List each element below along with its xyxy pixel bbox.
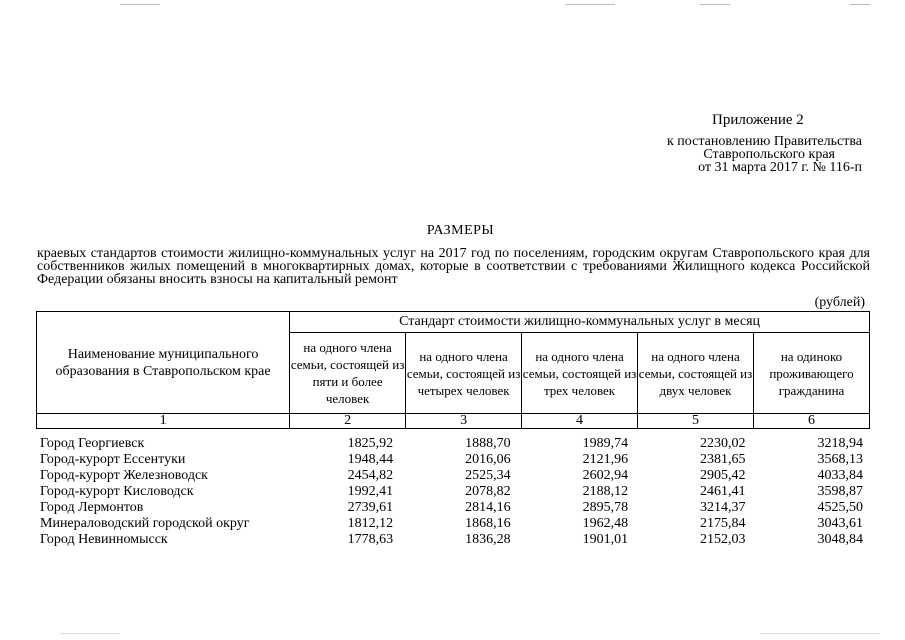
value-cell: 3214,37 [700,500,746,515]
value-cell: 1778,63 [347,532,394,547]
scan-artifact [760,633,880,634]
municipality-name: Город Невинномысск [40,532,168,547]
value-cell: 2016,06 [465,452,511,467]
table-row [36,516,870,532]
municipality-name: Город Лермонтов [40,500,144,515]
column-header-two: на одного члена семьи, состоящей из двух человек [638,333,754,414]
table-row [36,532,870,548]
value-cell: 2078,82 [465,484,511,499]
appendix-title: Приложение 2 [712,112,804,128]
table-row [36,436,870,452]
value-cell: 2230,02 [700,436,746,451]
scan-artifact [565,4,615,5]
column-number: 1 [37,414,290,429]
table-row [36,484,870,500]
standards-table-header [36,311,870,429]
standard-group-header: Стандарт стоимости жилищно-коммунальных услуг в месяц [290,312,870,333]
value-cell: 1989,74 [582,436,629,451]
table-row [36,452,870,468]
value-cell: 2152,03 [700,532,746,547]
table-row [36,500,870,516]
document-description: краевых стандартов стоимости жилищно-коммунальных услуг на 2017 год по поселениям, городским округам Ставропольского края для собственников жилых помещений в многоквартирных домах, которые в соответствии с требованиями Жилищного кодекса Российской Федерации обязаны вносить взносы на капитальный ремонт [37,246,870,287]
value-cell: 1962,48 [582,516,629,531]
decree-line-3: от 31 марта 2017 г. № 116-п [698,160,862,175]
heading-text: РАЗМЕРЫ [426,223,495,238]
value-cell: 2895,78 [582,500,629,515]
column-number: 2 [290,414,406,429]
units-label: (рублей) [814,295,865,310]
document-heading [0,223,905,239]
municipality-name: Минераловодский городской округ [40,516,250,531]
value-cell: 3598,87 [817,484,863,499]
column-number: 5 [638,414,754,429]
decree-line-2: Ставропольского края [703,147,835,162]
value-cell: 2175,84 [700,516,746,531]
value-cell: 4033,84 [817,468,863,483]
value-cell: 2121,96 [582,452,629,467]
municipality-column-header: Наименование муниципального образования в Ставропольском крае [37,312,290,414]
value-cell: 1825,92 [347,436,394,451]
column-number: 6 [754,414,870,429]
value-cell: 2381,65 [700,452,746,467]
value-cell: 4525,50 [817,500,863,515]
value-cell: 2454,82 [347,468,394,483]
value-cell: 3048,84 [817,532,863,547]
value-cell: 3043,61 [817,516,863,531]
value-cell: 1992,41 [347,484,394,499]
decree-reference [562,135,862,174]
column-header-single: на одиноко проживающего гражданина [754,333,870,414]
column-header-three: на одного члена семьи, состоящей из трех человек [522,333,638,414]
column-number: 3 [406,414,522,429]
value-cell: 1868,16 [465,516,511,531]
scan-artifact [60,633,120,634]
value-cell: 1812,12 [347,516,394,531]
scan-artifact [120,4,160,5]
scan-artifact [850,4,870,5]
value-cell: 3568,13 [817,452,863,467]
municipality-name: Город-курорт Железноводск [40,468,208,483]
decree-line-1: к постановлению Правительства [666,134,862,149]
value-cell: 1901,01 [582,532,629,547]
municipality-name: Город Георгиевск [40,436,145,451]
value-cell: 2602,94 [582,468,629,483]
value-cell: 1948,44 [347,452,394,467]
value-cell: 2525,34 [465,468,511,483]
value-cell: 2905,42 [700,468,746,483]
column-header-five-plus: на одного члена семьи, состоящей из пяти и более человек [290,333,406,414]
value-cell: 2814,16 [465,500,511,515]
value-cell: 2739,61 [347,500,394,515]
standards-table-body [36,436,870,548]
column-header-four: на одного члена семьи, состоящей из четырех человек [406,333,522,414]
table-row [36,468,870,484]
value-cell: 1836,28 [465,532,511,547]
scan-artifact [700,4,730,5]
municipality-name: Город-курорт Кисловодск [40,484,194,499]
value-cell: 2461,41 [700,484,746,499]
column-number: 4 [522,414,638,429]
value-cell: 1888,70 [465,436,511,451]
value-cell: 2188,12 [582,484,629,499]
value-cell: 3218,94 [817,436,863,451]
municipality-name: Город-курорт Ессентуки [40,452,186,467]
